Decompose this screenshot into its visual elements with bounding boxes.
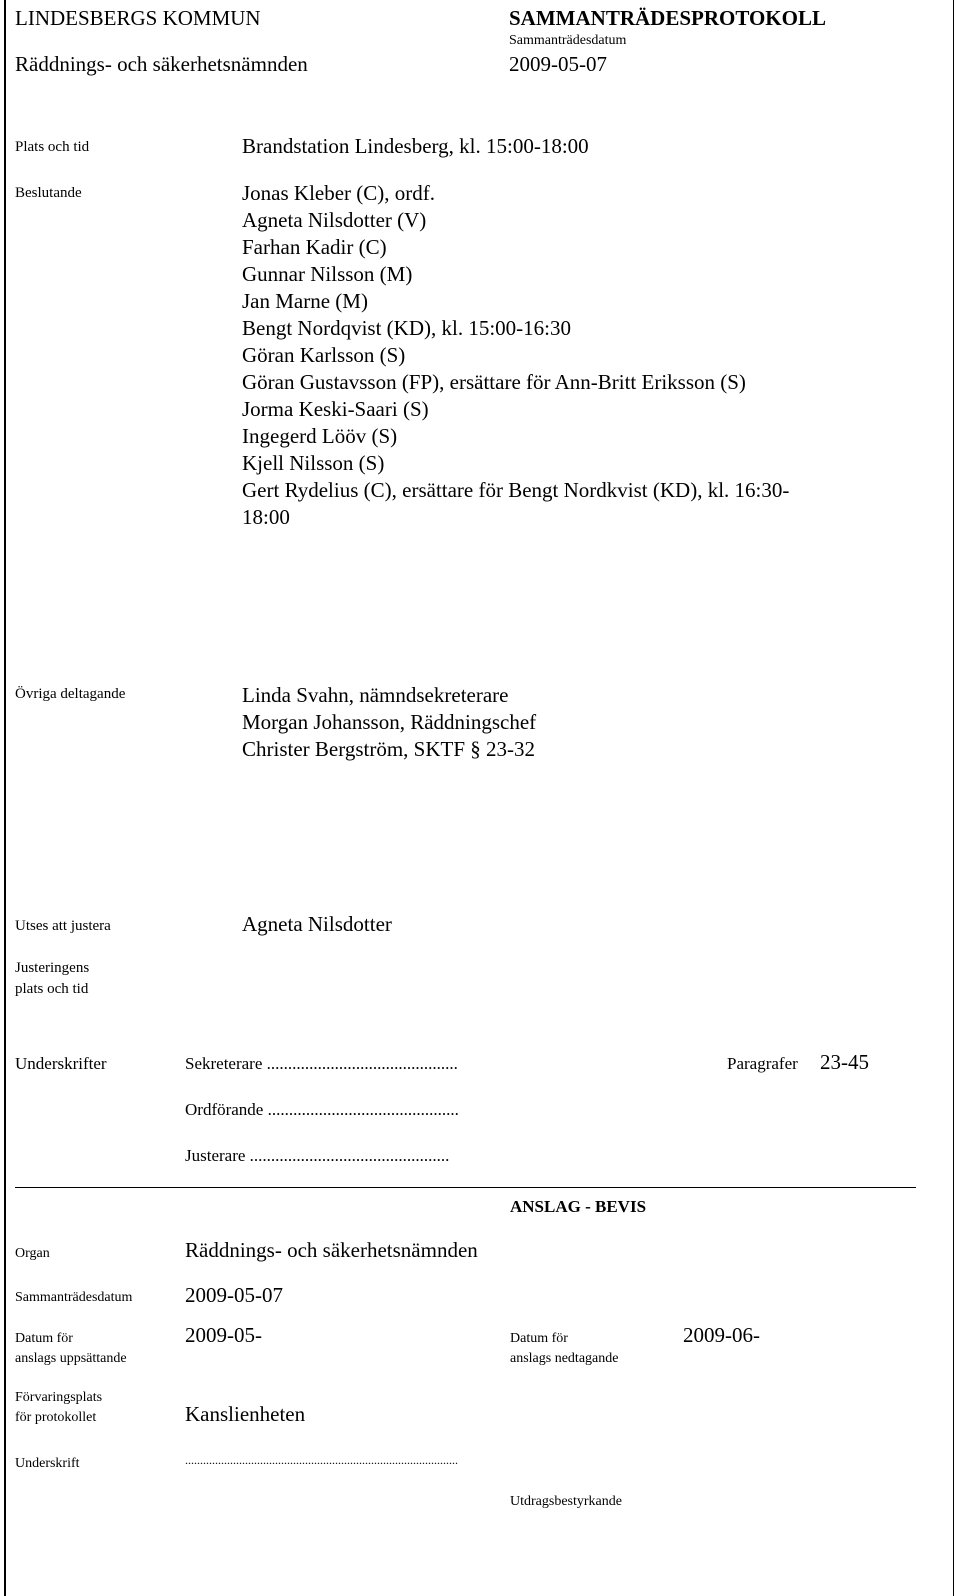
- place-value: Brandstation Lindesberg, kl. 15:00-18:00: [242, 134, 589, 158]
- removed-value: 2009-06-: [683, 1323, 760, 1347]
- posted-label-2: anslags uppsättande: [15, 1351, 127, 1366]
- notice-title: ANSLAG - BEVIS: [510, 1197, 647, 1216]
- list-item: Christer Bergström, SKTF § 23-32: [242, 737, 536, 761]
- storage-label-2: för protokollet: [15, 1410, 97, 1425]
- adjust-place-label-1: Justeringens: [15, 960, 90, 976]
- posted-label-1: Datum för: [15, 1331, 73, 1346]
- list-item: 18:00: [242, 505, 290, 529]
- organ-label: Organ: [15, 1246, 50, 1261]
- notice-meeting-date-value: 2009-05-07: [185, 1283, 283, 1307]
- deciding-list: [242, 180, 789, 531]
- meeting-date: 2009-05-07: [509, 52, 607, 76]
- signature-label: Underskrift: [15, 1456, 80, 1471]
- signatures-label: Underskrifter: [15, 1054, 107, 1073]
- others-list: [242, 682, 536, 763]
- list-item: Jorma Keski-Saari (S): [242, 397, 429, 421]
- storage-label-1: Förvaringsplats: [15, 1390, 103, 1405]
- list-item: Jan Marne (M): [242, 289, 368, 313]
- removed-label-2: anslags nedtagande: [510, 1351, 619, 1366]
- adjust-place-label-2: plats och tid: [15, 981, 89, 997]
- list-item: Göran Gustavsson (FP), ersättare för Ann-Britt Eriksson (S): [242, 370, 746, 394]
- storage-value: Kanslienheten: [185, 1402, 306, 1426]
- list-item: Bengt Nordqvist (KD), kl. 15:00-16:30: [242, 316, 571, 340]
- posted-value: 2009-05-: [185, 1323, 262, 1347]
- list-item: Farhan Kadir (C): [242, 235, 387, 259]
- paragraphs-value: 23-45: [820, 1050, 869, 1074]
- list-item: Linda Svahn, nämndsekreterare: [242, 683, 509, 707]
- list-item: Agneta Nilsdotter (V): [242, 208, 427, 232]
- notice-divider: [15, 1187, 916, 1188]
- right-margin-line: [953, 0, 954, 1596]
- secretary-line: Sekreterare .............................................: [185, 1054, 458, 1073]
- paragraphs-label: Paragrafer: [727, 1054, 798, 1073]
- organ-value: Räddnings- och säkerhetsnämnden: [185, 1238, 478, 1262]
- list-item: Ingegerd Lööv (S): [242, 424, 398, 448]
- list-item: Göran Karlsson (S): [242, 343, 406, 367]
- list-item: Gert Rydelius (C), ersättare för Bengt Nordkvist (KD), kl. 16:30-: [242, 478, 790, 502]
- document-type: SAMMANTRÄDESPROTOKOLL: [509, 6, 826, 30]
- adjust-value: Agneta Nilsdotter: [242, 912, 392, 936]
- left-margin-line: [4, 0, 6, 1596]
- municipality-name: LINDESBERGS KOMMUN: [15, 6, 261, 30]
- extract-label: Utdragsbestyrkande: [510, 1494, 622, 1509]
- deciding-label: Beslutande: [15, 185, 82, 201]
- notice-meeting-date-label: Sammanträdesdatum: [15, 1290, 133, 1305]
- adjuster-line: Justerare ...............................................: [185, 1146, 450, 1165]
- chair-line: Ordförande .............................................: [185, 1100, 459, 1119]
- list-item: Morgan Johansson, Räddningschef: [242, 710, 537, 734]
- list-item: Gunnar Nilsson (M): [242, 262, 413, 286]
- meeting-date-label: Sammanträdesdatum: [509, 33, 627, 48]
- others-label: Övriga deltagande: [15, 686, 126, 702]
- removed-label-1: Datum för: [510, 1331, 568, 1346]
- signature-dots: ...........................................................................................: [185, 1453, 458, 1467]
- list-item: Kjell Nilsson (S): [242, 451, 385, 475]
- committee-name: Räddnings- och säkerhetsnämnden: [15, 52, 308, 76]
- list-item: Jonas Kleber (C), ordf.: [242, 181, 436, 205]
- adjust-label: Utses att justera: [15, 918, 111, 934]
- place-label: Plats och tid: [15, 139, 90, 155]
